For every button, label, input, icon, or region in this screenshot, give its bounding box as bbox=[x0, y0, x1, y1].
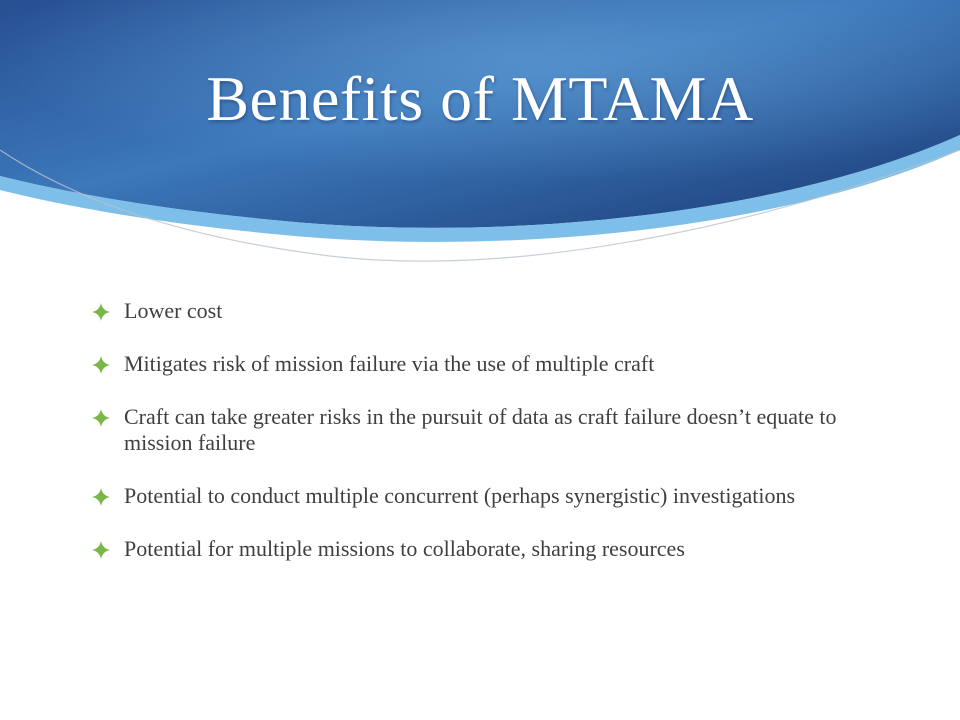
list-item bbox=[92, 536, 892, 562]
diamond-bullet-icon bbox=[92, 356, 110, 374]
list-item bbox=[92, 298, 892, 324]
diamond-bullet-icon bbox=[92, 303, 110, 321]
list-item bbox=[92, 404, 892, 456]
diamond-bullet-icon bbox=[92, 541, 110, 559]
bullet-text: Craft can take greater risks in the pursuit of data as craft failure doesn’t equate to mission failure bbox=[124, 404, 837, 455]
slide-title: Benefits of MTAMA bbox=[206, 63, 754, 134]
diamond-bullet-icon bbox=[92, 409, 110, 427]
bullet-text: Mitigates risk of mission failure via the use of multiple craft bbox=[124, 351, 655, 376]
bullet-text: Potential for multiple missions to collaborate, sharing resources bbox=[124, 536, 685, 561]
bullet-text: Lower cost bbox=[124, 298, 223, 323]
list-item bbox=[92, 351, 892, 377]
diamond-bullet-icon bbox=[92, 488, 110, 506]
bullet-list bbox=[92, 298, 892, 589]
list-item bbox=[92, 483, 892, 509]
bullet-text: Potential to conduct multiple concurrent (perhaps synergistic) investigations bbox=[124, 483, 796, 508]
